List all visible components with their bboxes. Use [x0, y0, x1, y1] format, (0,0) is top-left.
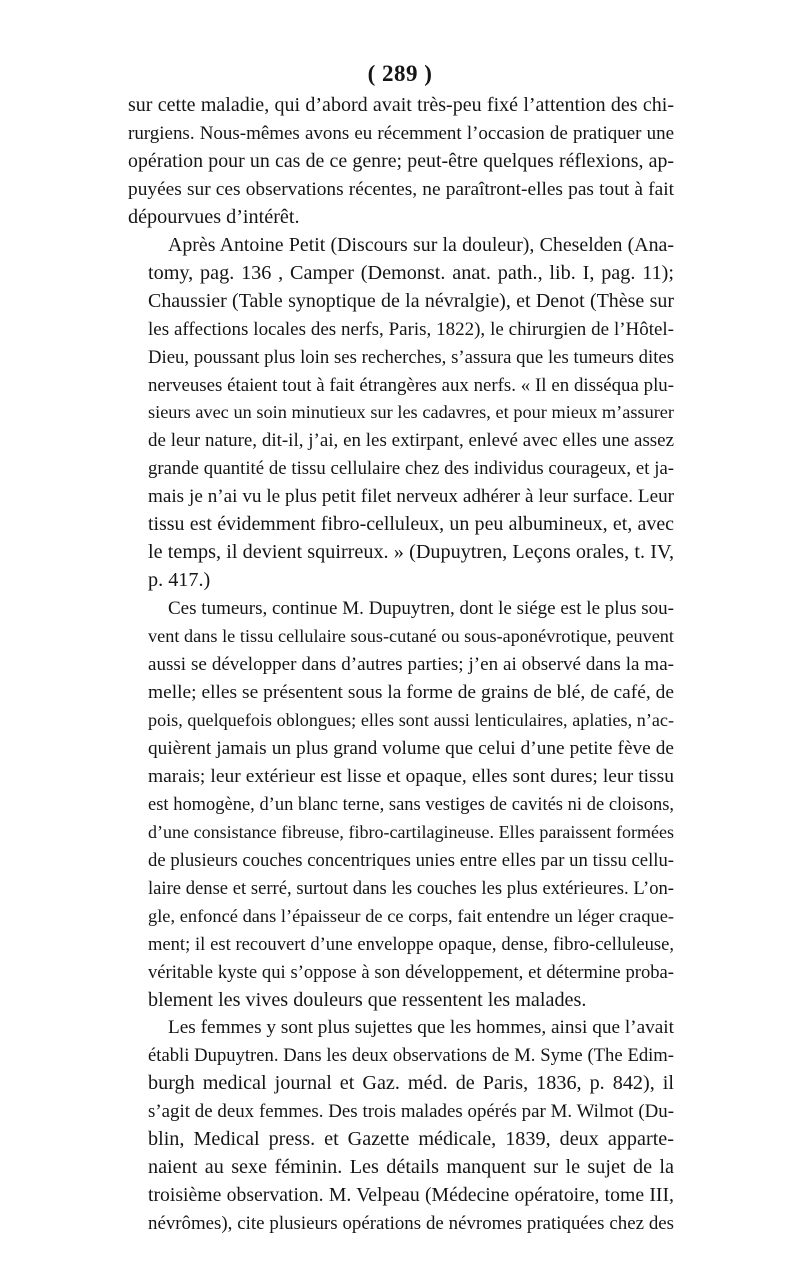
text-line: Après Antoine Petit (Discours sur la douleur), Cheselden (Ana-	[168, 233, 674, 256]
paragraph-2	[128, 232, 674, 595]
text-line: névrômes), cite plusieurs opérations de névromes pratiquées chez des	[148, 1213, 674, 1235]
paragraph-4	[128, 1014, 674, 1238]
text-line: Ces tumeurs, continue M. Dupuytren, dont le siége est le plus sou-	[168, 598, 674, 620]
text-line: véritable kyste qui s’oppose à son développement, et détermine proba-	[148, 961, 674, 983]
text-line: burgh medical journal et Gaz. méd. de Paris, 1836, p. 842), il	[148, 1072, 674, 1095]
text-line: sur cette maladie, qui d’abord avait très-peu fixé l’attention des chi-	[128, 94, 674, 116]
text-line: gle, enfoncé dans l’épaisseur de ce corps, fait entendre un léger craque-	[148, 905, 674, 926]
text-line: p. 417.)	[148, 569, 211, 592]
text-line: nerveuses étaient tout à fait étrangères aux nerfs. « Il en disséqua plu-	[148, 374, 674, 396]
text-line: pois, quelquefois oblongues; elles sont aussi lenticulaires, aplaties, n’ac-	[148, 709, 674, 730]
text-line: naient au sexe féminin. Les détails manquent sur le sujet de la	[148, 1156, 674, 1179]
text-line: les affections locales des nerfs, Paris, 1822), le chirurgien de l’Hôtel-	[148, 318, 674, 340]
text-line: de leur nature, dit-il, j’ai, en les extirpant, enlevé avec elles une assez	[148, 430, 674, 452]
text-line: opération pour un cas de ce genre; peut-être quelques réflexions, ap-	[128, 149, 674, 172]
text-line: dépourvues d’intérêt.	[128, 205, 300, 228]
text-line: blement les vives douleurs que ressentent les malades.	[148, 988, 587, 1011]
text-line: grande quantité de tissu cellulaire chez des individus courageux, et ja-	[148, 458, 674, 480]
text-line: Chaussier (Table synoptique de la névralgie), et Denot (Thèse sur	[148, 289, 674, 312]
body-text	[128, 92, 674, 1238]
text-line: de plusieurs couches concentriques unies entre elles par un tissu cellu-	[148, 849, 674, 871]
page-number: ( 289 )	[367, 61, 433, 86]
text-line: établi Dupuytren. Dans les deux observations de M. Syme (The Edim-	[148, 1045, 674, 1067]
text-line: le temps, il devient squirreux. » (Dupuytren, Leçons orales, t. IV,	[148, 541, 674, 564]
text-line: vent dans le tissu cellulaire sous-cutané ou sous-aponévrotique, peuvent	[148, 626, 674, 647]
text-line: rurgiens. Nous-mêmes avons eu récemment l’occasion de pratiquer une	[128, 122, 674, 144]
text-line: troisième observation. M. Velpeau (Médecine opératoire, tome III,	[148, 1184, 674, 1207]
text-line: s’agit de deux femmes. Des trois malades opérés par M. Wilmot (Du-	[148, 1101, 674, 1123]
text-line: blin, Medical press. et Gazette médicale, 1839, deux apparte-	[148, 1128, 674, 1151]
text-line: tomy, pag. 136 , Camper (Demonst. anat. path., lib. I, pag. 11);	[148, 261, 674, 284]
text-line: aussi se développer dans d’autres parties; j’en ai observé dans la ma-	[148, 654, 674, 676]
text-line: Dieu, poussant plus loin ses recherches, s’assura que les tumeurs dites	[148, 346, 674, 368]
text-line: ment; il est recouvert d’une enveloppe opaque, dense, fibro-celluleuse,	[148, 933, 674, 955]
paragraph-3	[128, 595, 674, 1014]
paragraph-1	[128, 92, 674, 232]
text-line: melle; elles se présentent sous la forme de grains de blé, de café, de	[148, 682, 674, 704]
text-line: sieurs avec un soin minutieux sur les cadavres, et pour mieux m’assurer	[148, 402, 674, 423]
text-line: mais je n’ai vu le plus petit filet nerveux adhérer à leur surface. Leur	[148, 486, 674, 508]
text-line: d’une consistance fibreuse, fibro-cartilagineuse. Elles paraissent formées	[148, 821, 674, 842]
text-line: puyées sur ces observations récentes, ne paraîtront-elles pas tout à fait	[128, 178, 674, 200]
text-line: quièrent jamais un plus grand volume que celui d’une petite fève de	[148, 737, 674, 759]
text-line: Les femmes y sont plus sujettes que les hommes, ainsi que l’avait	[168, 1017, 674, 1039]
text-line: marais; leur extérieur est lisse et opaque, elles sont dures; leur tissu	[148, 765, 674, 787]
text-line: laire dense et serré, surtout dans les couches les plus extérieures. L’on-	[148, 877, 674, 899]
text-line: est homogène, d’un blanc terne, sans vestiges de cavités ni de cloisons,	[148, 793, 674, 814]
text-line: tissu est évidemment fibro-celluleux, un peu albumineux, et, avec	[148, 513, 674, 536]
